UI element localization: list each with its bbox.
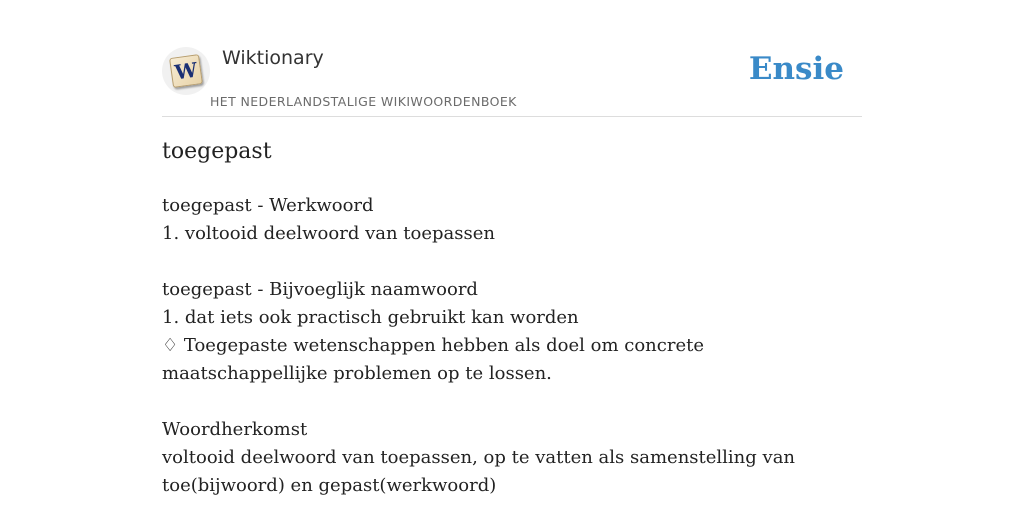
definition-bijvoeglijk-naamwoord-1: 1. dat iets ook practisch gebruikt kan worden	[162, 307, 579, 328]
site-header	[162, 44, 862, 117]
section-spacer	[162, 248, 862, 276]
section-heading-werkwoord: toegepast - Werkwoord	[162, 195, 374, 216]
example-sentence: ♢ Toegepaste wetenschappen hebben als doel om concrete maatschappellijke problemen op te lossen.	[162, 335, 704, 384]
logo-tile	[169, 54, 203, 88]
entry-title: toegepast	[162, 139, 272, 164]
etymology-text: voltooid deelwoord van toepassen, op te vatten als samenstelling van toe(bijwoord) en gepast(werkwoord)	[162, 447, 796, 496]
ensie-brand-logo[interactable]: Ensie	[748, 51, 844, 87]
site-tagline: HET NEDERLANDSTALIGE WIKIWOORDENBOEK	[210, 94, 517, 109]
section-heading-woordherkomst: Woordherkomst	[162, 419, 308, 440]
site-name[interactable]: Wiktionary	[222, 47, 324, 69]
section-spacer	[162, 388, 862, 416]
section-heading-bijvoeglijk-naamwoord: toegepast - Bijvoeglijk naamwoord	[162, 279, 478, 300]
logo-letter: W	[173, 57, 199, 85]
wiktionary-logo-icon[interactable]	[162, 47, 210, 95]
definition-werkwoord-1: 1. voltooid deelwoord van toepassen	[162, 223, 495, 244]
entry-content	[162, 192, 862, 500]
